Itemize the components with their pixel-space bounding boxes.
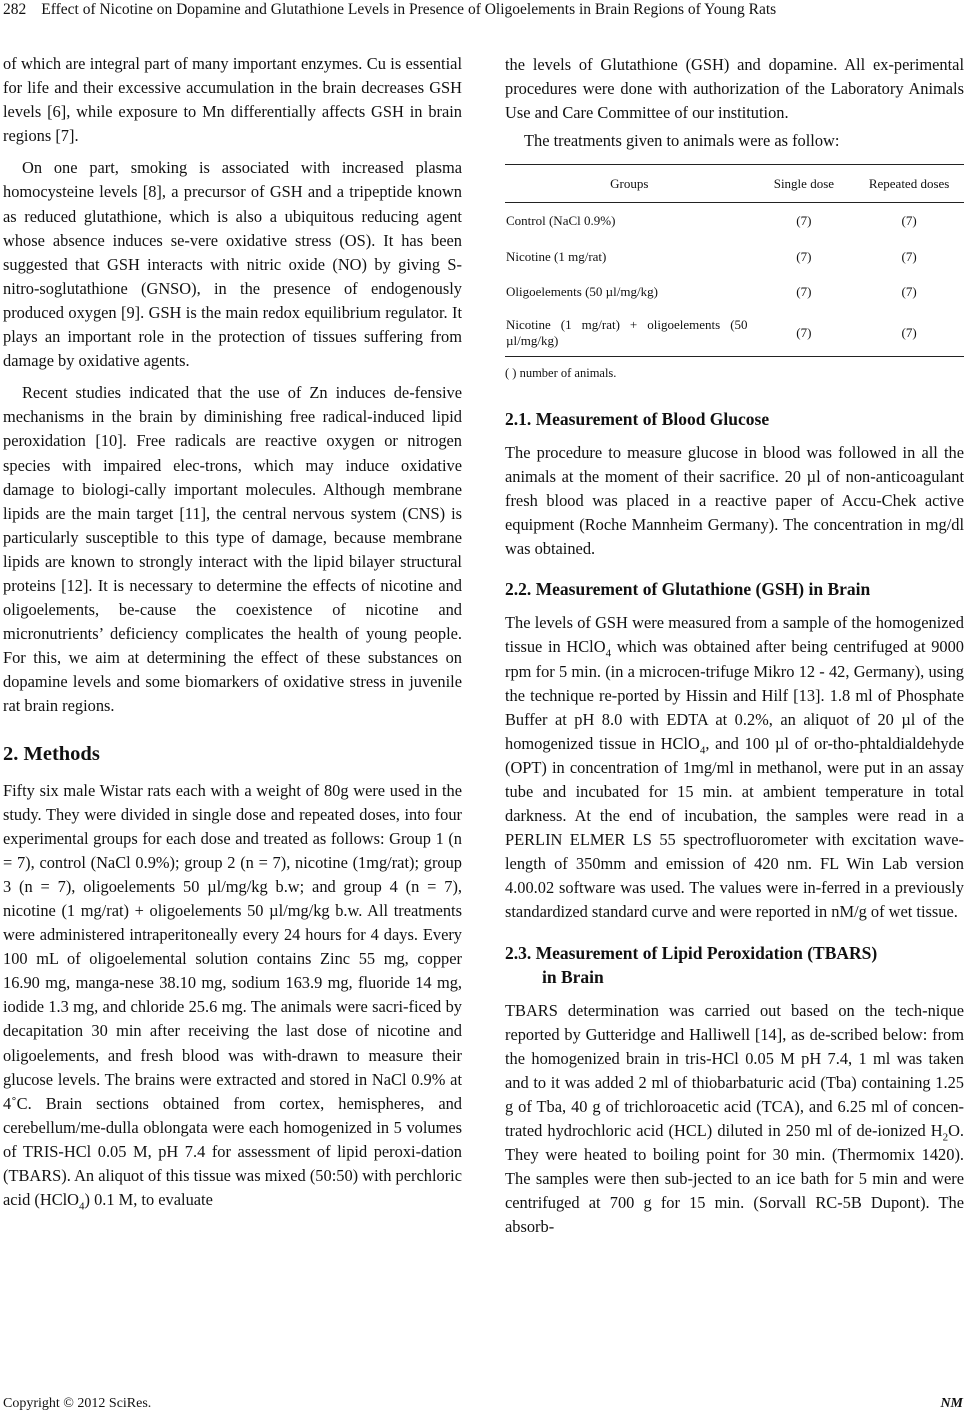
text-span: , and 100 µl of or-tho-phtaldialdehyde (OPT) in concentration of 1mg/ml in methanol, were put in an assay tube and incubated for 15 min. at ambient temperature in total darkness. At the end of incubation, the samples were read in a PERLIN ELMER LS 55 spectrofluorometer with excitation wave-length of 350mm and emission of 420 nm. FL Win Lab version 4.00.02 software was used. The values were in-ferred in a previously standardized standard curve and were reported in nM/g of wet tissue.	[505, 733, 964, 922]
text-span: The levels of GSH were measured from a sample of the homogenized tissue in HClO	[505, 613, 964, 657]
table-cell: (7)	[901, 248, 917, 264]
table-row	[505, 239, 964, 275]
paragraph: of which are integral part of many important enzymes. Cu is essential for life and their excessive accumulation in the brain decreases GSH levels [6], while exposure to Mn differentially affects GSH in brain regions [7].	[3, 54, 462, 146]
table-cell: (7)	[901, 284, 917, 300]
running-head	[3, 0, 963, 22]
text-span: which was obtained after being centrifuged at 9000 rpm for 5 min. (in a microcen-trifuge Mikro 12 - 42, Germany), using the technique re-ported by Hissin and Hilf [13]. 1.8 ml of Phosphate Buffer at pH 8.0 with EDTA at 0.2%, an aliquot of 20 µl of the homogenized tissue in HClO	[505, 637, 964, 753]
table-cell: Nicotine (1 mg/rat) + oligoelements (50 µl/mg/kg)	[505, 310, 754, 357]
table-cell: (7)	[754, 310, 855, 357]
paragraph: On one part, smoking is associated with increased plasma homocysteine levels [8], a precursor of GSH and a tripeptide known as reduced glutathione, which is also a ubiquitous reducing agent whose absence induces se-vere oxidative stress (OS). It has been suggested that GSH interacts with nitric oxide (NO) by giving S-nitro-soglutathione (GNSO), in the presence of endogenously produced oxygen [9]. GSH is the main redox equilibrium regulator. It plays an important role in the protection of tissues suffering from damage by oxidative agents.	[3, 158, 462, 371]
treatments-table	[505, 164, 964, 357]
table-cell: (7)	[854, 310, 964, 357]
table-cell: Oligoelements (50 µl/mg/kg)	[506, 284, 658, 300]
text-span: Fifty six male Wistar rats each with a weight of 80g were used in the study. They were divided in single dose and repeated doses, into four experimental groups for each dose and treated as follows: Group 1 (n = 7), control (NaCl 0.9%); group 2 (n = 7), nicotine (1mg/rat); group 3 (n = 7), oligoelements 50 µl/mg/kg b.w; and group 4 (n = 7), nicotine (1 mg/rat) + oligoelements 50 µl/mg/kg b.w. All treatments were administered intraperitoneally every 24 hours for 4 days. Every 100 mL of oligoelemental solution contains Zinc 55 mg, copper 16.90 mg, manga-nese 38.10 mg, sodium 163.9 mg, fluoride 14 mg, iodide 1.3 mg, and chloride 25.6 mg. The animals were sacri-ficed by decapitation 30 min after receiving the last dose of nicotine and oligoelements, and fresh blood was with-drawn to measure their glucose levels. The brains were extracted and stored in NaCl 0.9% at 4˚C. Brain sections obtained from cortex, hemispheres, and cerebellum/me-dulla oblongata were each homogenized in 5 volumes of TRIS-HCl 0.05 M, pH 7.4 for assessment of lipid peroxi-dation (TBARS). An aliquot of this tissue was mixed (50:50) with perchloric acid (HClO	[3, 780, 462, 1210]
page-number: 282	[3, 1, 27, 18]
table-cell: (7)	[796, 248, 812, 264]
subscript: 4	[79, 1200, 85, 1213]
paragraph: The procedure to measure glucose in blood was followed in all the animals at the moment of their sacrifice. 20 µl of non-anticoagulant fresh blood was placed in a reactive paper of Accu-Chek active equipment (Roche Mannheim Germany). The concentration in mg/dl was obtained.	[505, 442, 964, 559]
right-column	[505, 53, 964, 1240]
table-row	[505, 203, 964, 239]
table-header-row	[505, 165, 964, 203]
paragraph: the levels of Glutathione (GSH) and dopamine. All ex-perimental procedures were done with authorization of the Laboratory Animals Use and Care Committee of our institution.	[505, 55, 964, 123]
subscript: 4	[605, 647, 612, 660]
table-cell: (7)	[796, 213, 812, 229]
column-header: Single dose	[754, 165, 855, 203]
table-note: ( ) number of animals.	[505, 365, 617, 380]
left-column	[3, 52, 462, 1212]
paragraph	[505, 999, 964, 1240]
subscript: 2	[942, 1131, 949, 1144]
copyright-footer: Copyright © 2012 SciRes.	[3, 1396, 152, 1411]
column-header: Repeated doses	[854, 165, 964, 203]
text-span: O. They were heated to boiling point for 30 min. (Thermomix 1420). The samples were then sub-jected to an ice bath for 5 min and were centrifuged at 700 g for 15 min. (Sorvall RC-5B Dupont). The absorb-	[505, 1121, 964, 1237]
table-cell: Nicotine (1 mg/rat)	[506, 248, 607, 264]
subscript: 4	[699, 744, 706, 757]
subsection-heading: 2.2. Measurement of Glutathione (GSH) in Brain	[505, 579, 871, 600]
table-row	[505, 274, 964, 310]
table-row	[505, 310, 964, 357]
paragraph: The treatments given to animals were as follow:	[524, 131, 840, 151]
running-title: Effect of Nicotine on Dopamine and Glutathione Levels in Presence of Oligoelements in Brain Regions of Young Rats	[41, 1, 777, 18]
heading-line: in Brain	[542, 966, 604, 987]
subsection-heading	[505, 941, 964, 989]
paragraph	[505, 611, 964, 924]
section-heading-methods: 2. Methods	[3, 742, 100, 765]
subsection-heading: 2.1. Measurement of Blood Glucose	[505, 408, 770, 429]
table-cell: (7)	[901, 213, 917, 229]
table-cell: Control (NaCl 0.9%)	[506, 213, 616, 229]
heading-line: 2.3. Measurement of Lipid Peroxidation (TBARS)	[505, 942, 878, 963]
text-span: TBARS determination was carried out based on the tech-nique reported by Gutteridge and Halliwell [14], as de-scribed below: from the homogenized brain in tris-HCl 0.05 M pH 7.4, 1 ml was taken and to it was added 2 ml of thiobarbaturic acid (Tba) containing 1.25 g of Tba, 40 g of trichloroacetic acid (TCA), and 6.25 ml of concen-trated hydrochloric acid (HCL) diluted in 250 ml of de-ionized H	[505, 1000, 964, 1141]
paragraph: Recent studies indicated that the use of Zn induces de-fensive mechanisms in the brain by diminishing free radical-induced lipid peroxidation [10]. Free radicals are reactive oxygen or nitrogen species with impaired elec-trons, which may induce oxidative damage to biologi-cally important molecules. Although membrane lipids are the main target [11], the central nervous system (CNS) is particularly susceptible to this type of damage, because membrane lipids are known to strongly interact with the lipid bilayer structural proteins [12]. It is necessary to determine the effects of nicotine and oligoelements, be-cause the coexistence of nicotine and micronutrients’ deficiency complicates the health of young people. For this, we aim at determining the effect of these substances on dopamine levels and some biomarkers of oxidative stress in juvenile rat brain regions.	[3, 383, 462, 716]
table-cell: (7)	[796, 284, 812, 300]
journal-abbrev: NM	[940, 1396, 963, 1411]
column-header: Groups	[505, 165, 754, 203]
text-span: ) 0.1 M, to evaluate	[84, 1190, 213, 1210]
paragraph	[3, 779, 462, 1213]
